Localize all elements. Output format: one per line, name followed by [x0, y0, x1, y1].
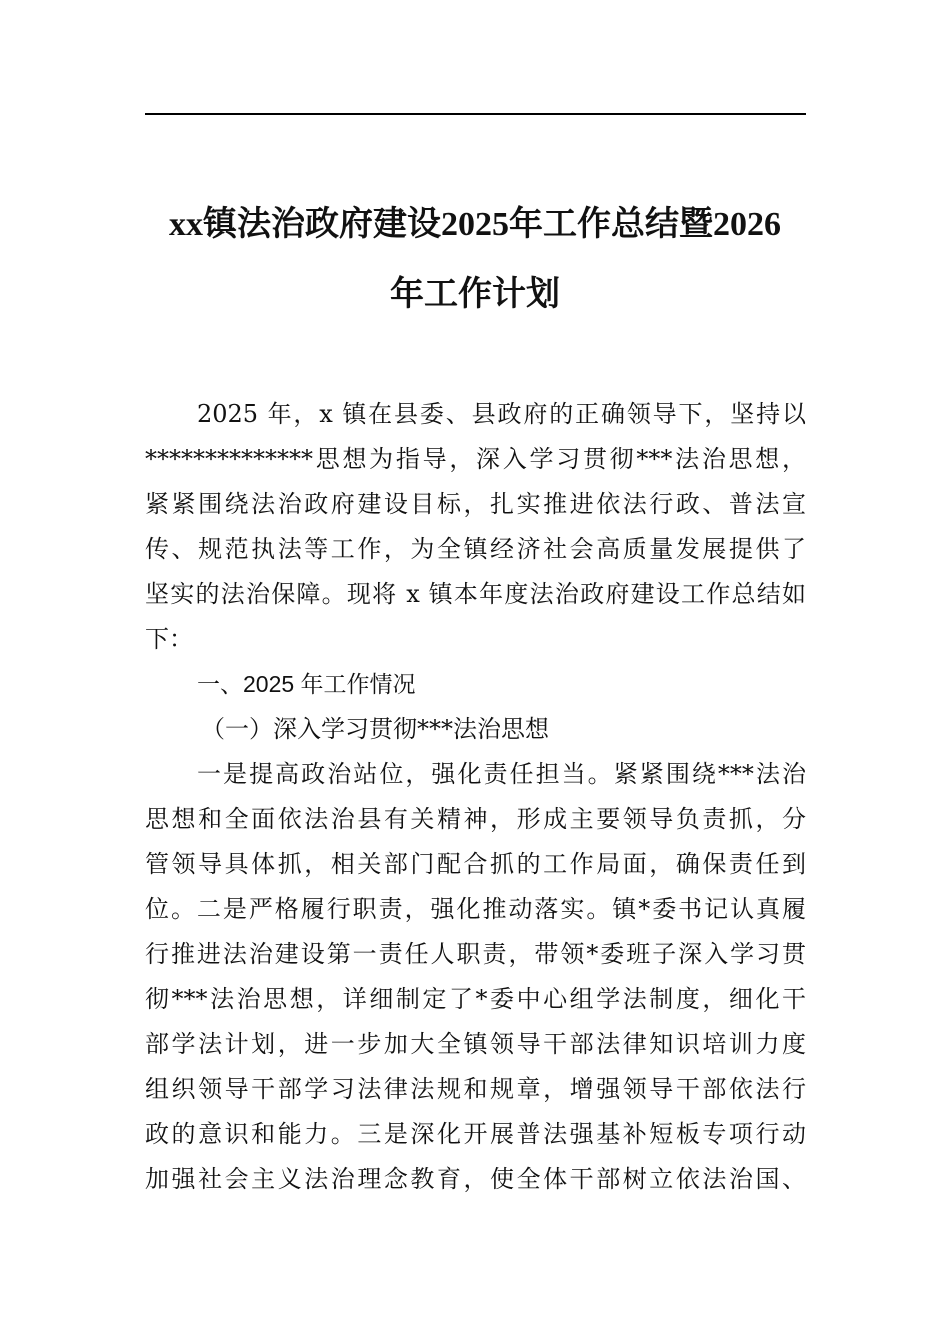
text-line: 2025 年，x 镇在县委、县政府的正确领导下，坚持以 [197, 400, 806, 428]
text-line: 行推进法治建设第一责任人职责，带领*委班子深入学习贯 [145, 940, 806, 968]
subsection-heading: （一）深入学习贯彻***法治思想 [201, 715, 549, 743]
text-line: **************思想为指导，深入学习贯彻***法治思想， [145, 445, 806, 473]
document-title-line-2: 年工作计划 [390, 276, 560, 313]
text-line: 传、规范执法等工作，为全镇经济社会高质量发展提供了 [145, 535, 806, 563]
section-heading: 一、2025 年工作情况 [197, 671, 416, 697]
document-title-line-1: xx镇法治政府建设2025年工作总结暨2026 [169, 206, 781, 243]
text-line: 位。二是严格履行职责，强化推动落实。镇*委书记认真履 [145, 895, 806, 923]
text-line: 下： [145, 625, 193, 653]
header-rule [145, 113, 806, 115]
text-line: 加强社会主义法治理念教育，使全体干部树立依法治国、 [145, 1165, 806, 1193]
text-line: 管领导具体抓，相关部门配合抓的工作局面，确保责任到 [145, 850, 806, 878]
text-line: 思想和全面依法治县有关精神，形成主要领导负责抓，分 [145, 805, 806, 833]
text-line: 紧紧围绕法治政府建设目标，扎实推进依法行政、普法宣 [145, 490, 806, 518]
text-line: 组织领导干部学习法律法规和规章，增强领导干部依法行 [145, 1075, 806, 1103]
intro-paragraph [145, 392, 806, 662]
text-line: 政的意识和能力。三是深化开展普法强基补短板专项行动 [145, 1120, 806, 1148]
document-body [145, 392, 806, 1202]
text-line: 坚实的法治保障。现将 x 镇本年度法治政府建设工作总结如 [145, 580, 806, 608]
text-line: 彻***法治思想，详细制定了*委中心组学法制度，细化干 [145, 985, 806, 1013]
text-line: 部学法计划，进一步加大全镇领导干部法律知识培训力度 [145, 1030, 806, 1058]
body-paragraph [145, 752, 806, 1202]
text-line: 一是提高政治站位，强化责任担当。紧紧围绕***法治 [197, 760, 806, 788]
